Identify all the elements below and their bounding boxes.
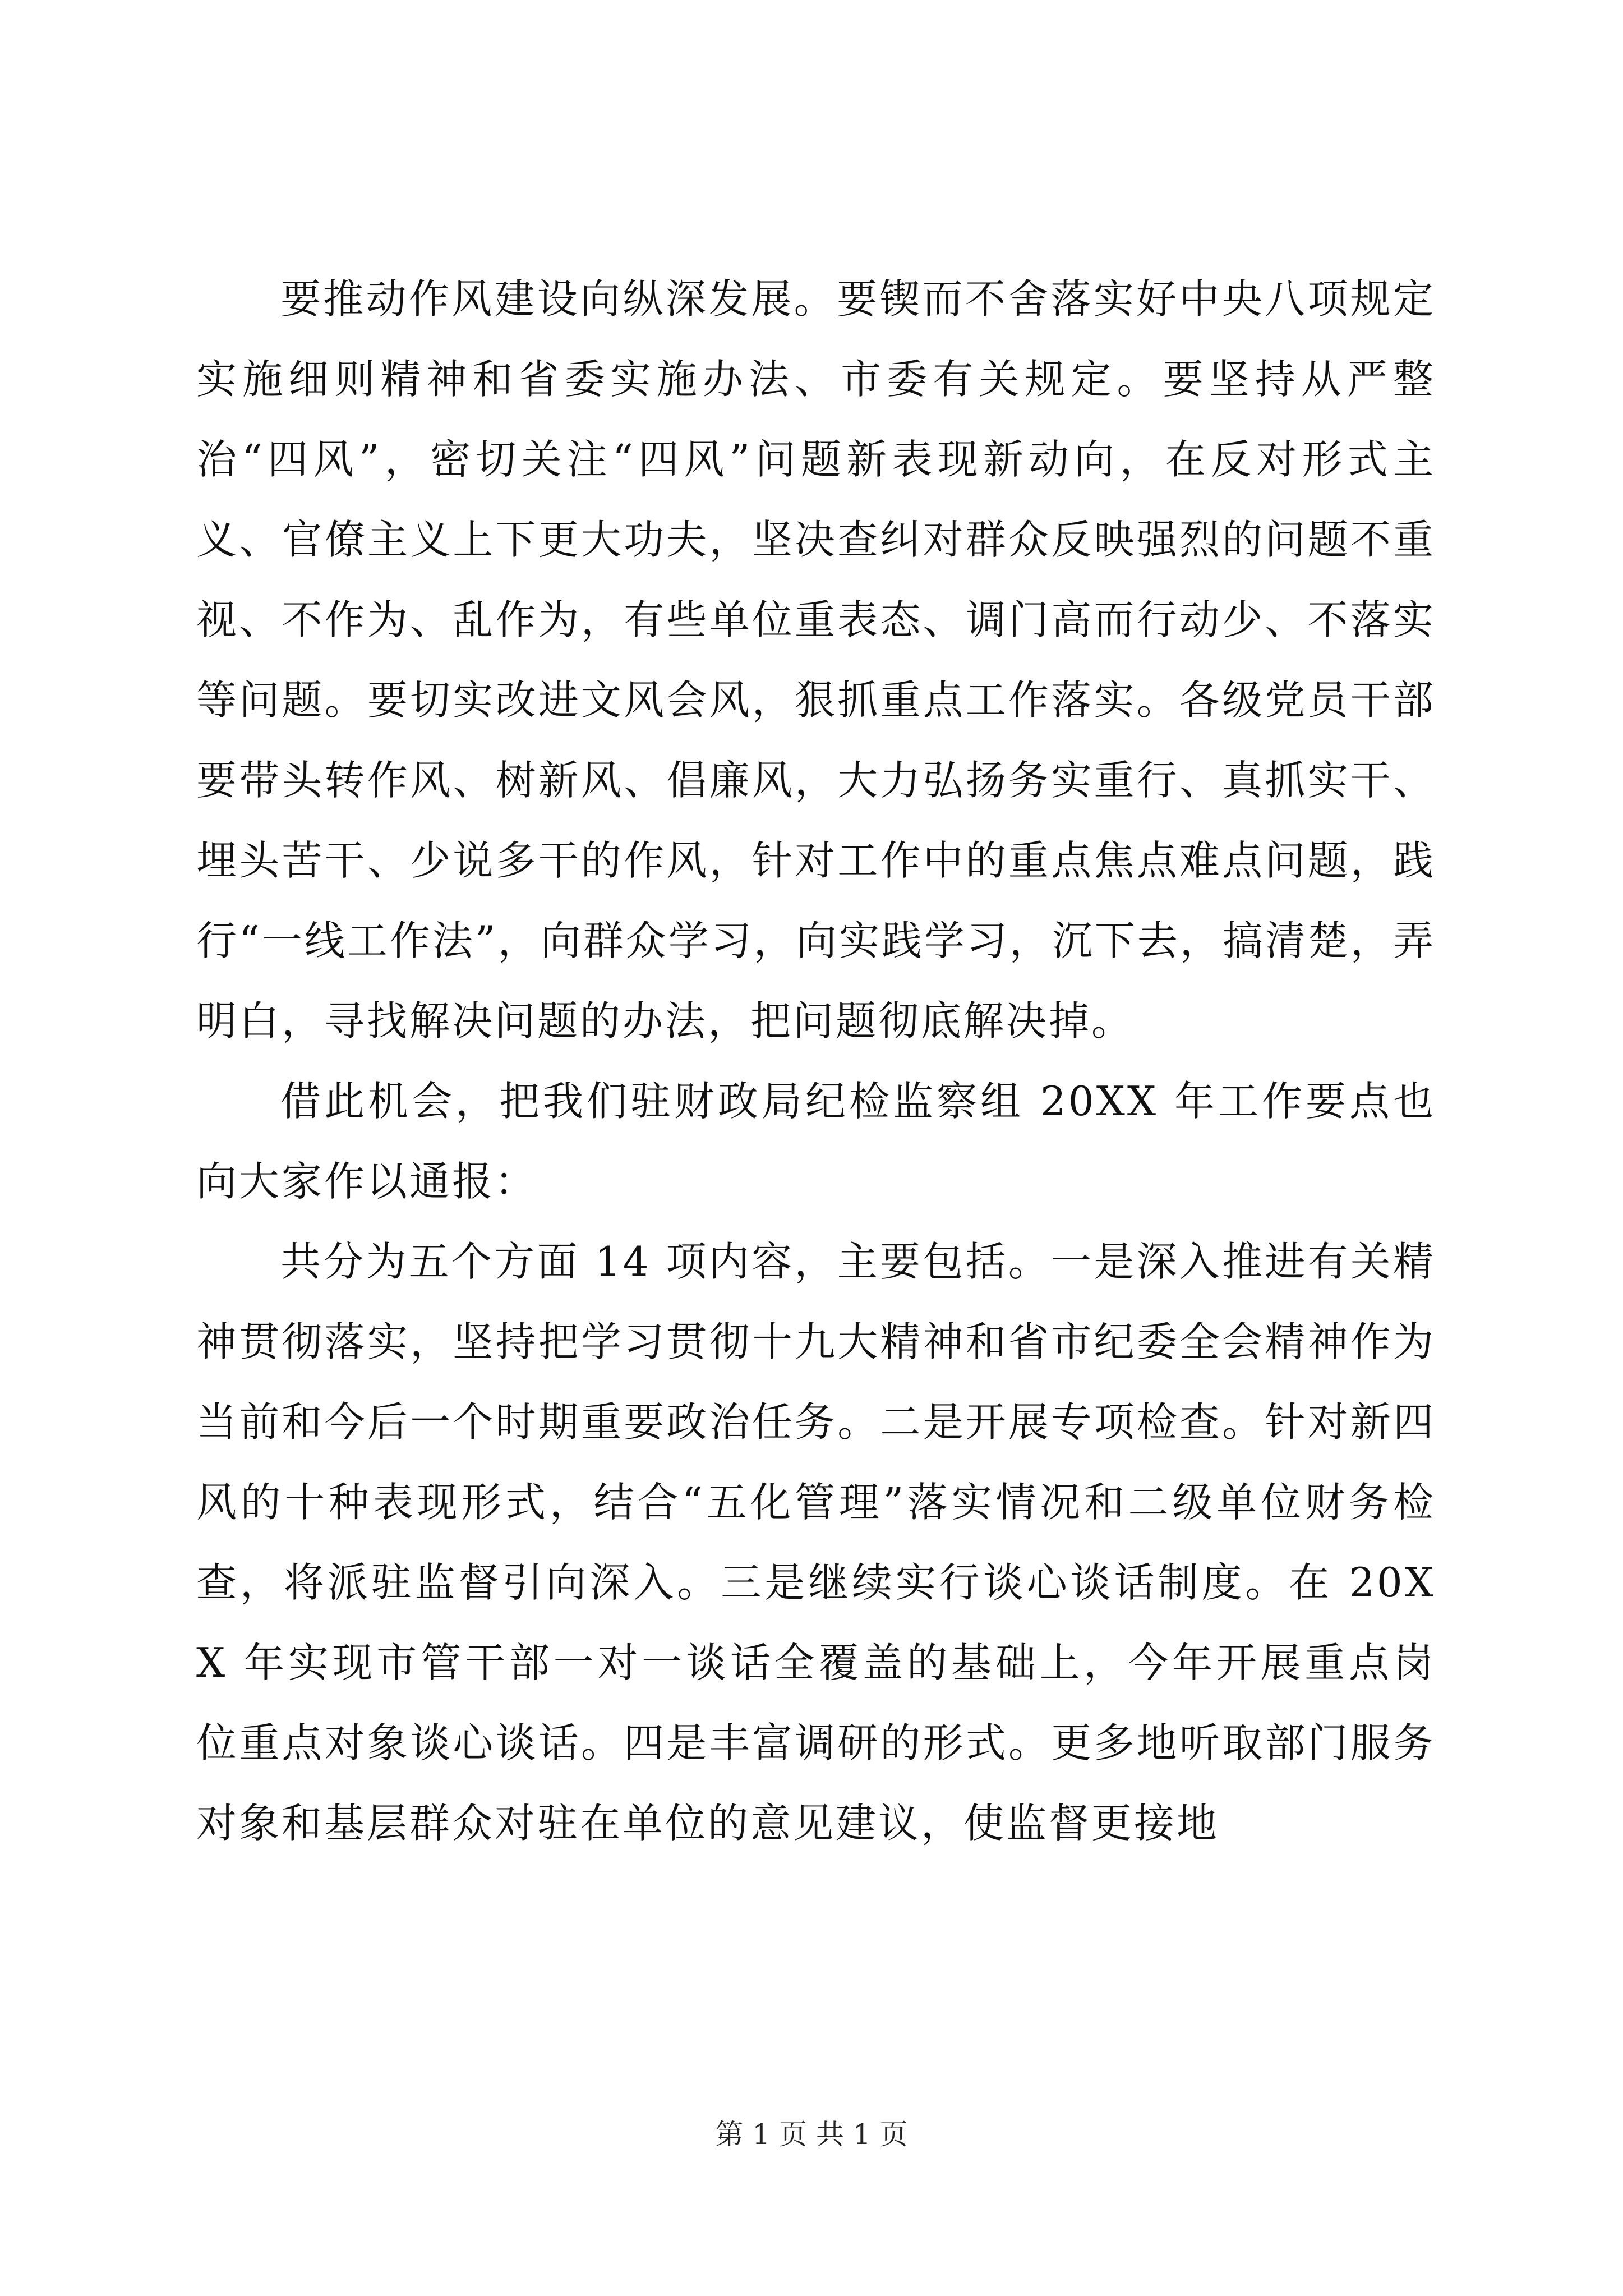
- page-footer: 第 1 页 共 1 页: [715, 2118, 908, 2151]
- paragraph-work-style: 要推动作风建设向纵深发展。要锲而不舍落实好中央八项规定实施细则精神和省委实施办法、市委有关规定。要坚持从严整治“四风”，密切关注“四风”问题新表现新动向，在反对形式主义、官僚主义上下更大功夫，坚决查纠对群众反映强烈的问题不重视、不作为、乱作为，有些单位重表态、调门高而行动少、不落实等问题。要切实改进文风会风，狠抓重点工作落实。各级党员干部要带头转作风、树新风、倡廉风，大力弘扬务实重行、真抓实干、埋头苦干、少说多干的作风，针对工作中的重点焦点难点问题，践行“一线工作法”，向群众学习，向实践学习，沉下去，搞清楚，弄明白，寻找解决问题的办法，把问题彻底解决掉。: [196, 275, 1436, 1045]
- paragraph-work-points: 共分为五个方面 14 项内容，主要包括。一是深入推进有关精神贯彻落实，坚持把学习贯彻十九大精神和省市纪委全会精神作为当前和今后一个时期重要政治任务。二是开展专项检查。针对新四风的十种表现形式，结合“五化管理”落实情况和二级单位财务检查，将派驻监督引向深入。三是继续实行谈心谈话制度。在 20XX 年实现市管干部一对一谈话全覆盖的基础上，今年开展重点岗位重点对象谈心谈话。四是丰富调研的形式。更多地听取部门服务对象和基层群众对驻在单位的意见建议，使监督更接地: [196, 1238, 1436, 1847]
- paragraph-report-intro: 借此机会，把我们驻财政局纪检监察组 20XX 年工作要点也向大家作以通报：: [196, 1078, 1436, 1205]
- document-body: [196, 259, 1436, 1864]
